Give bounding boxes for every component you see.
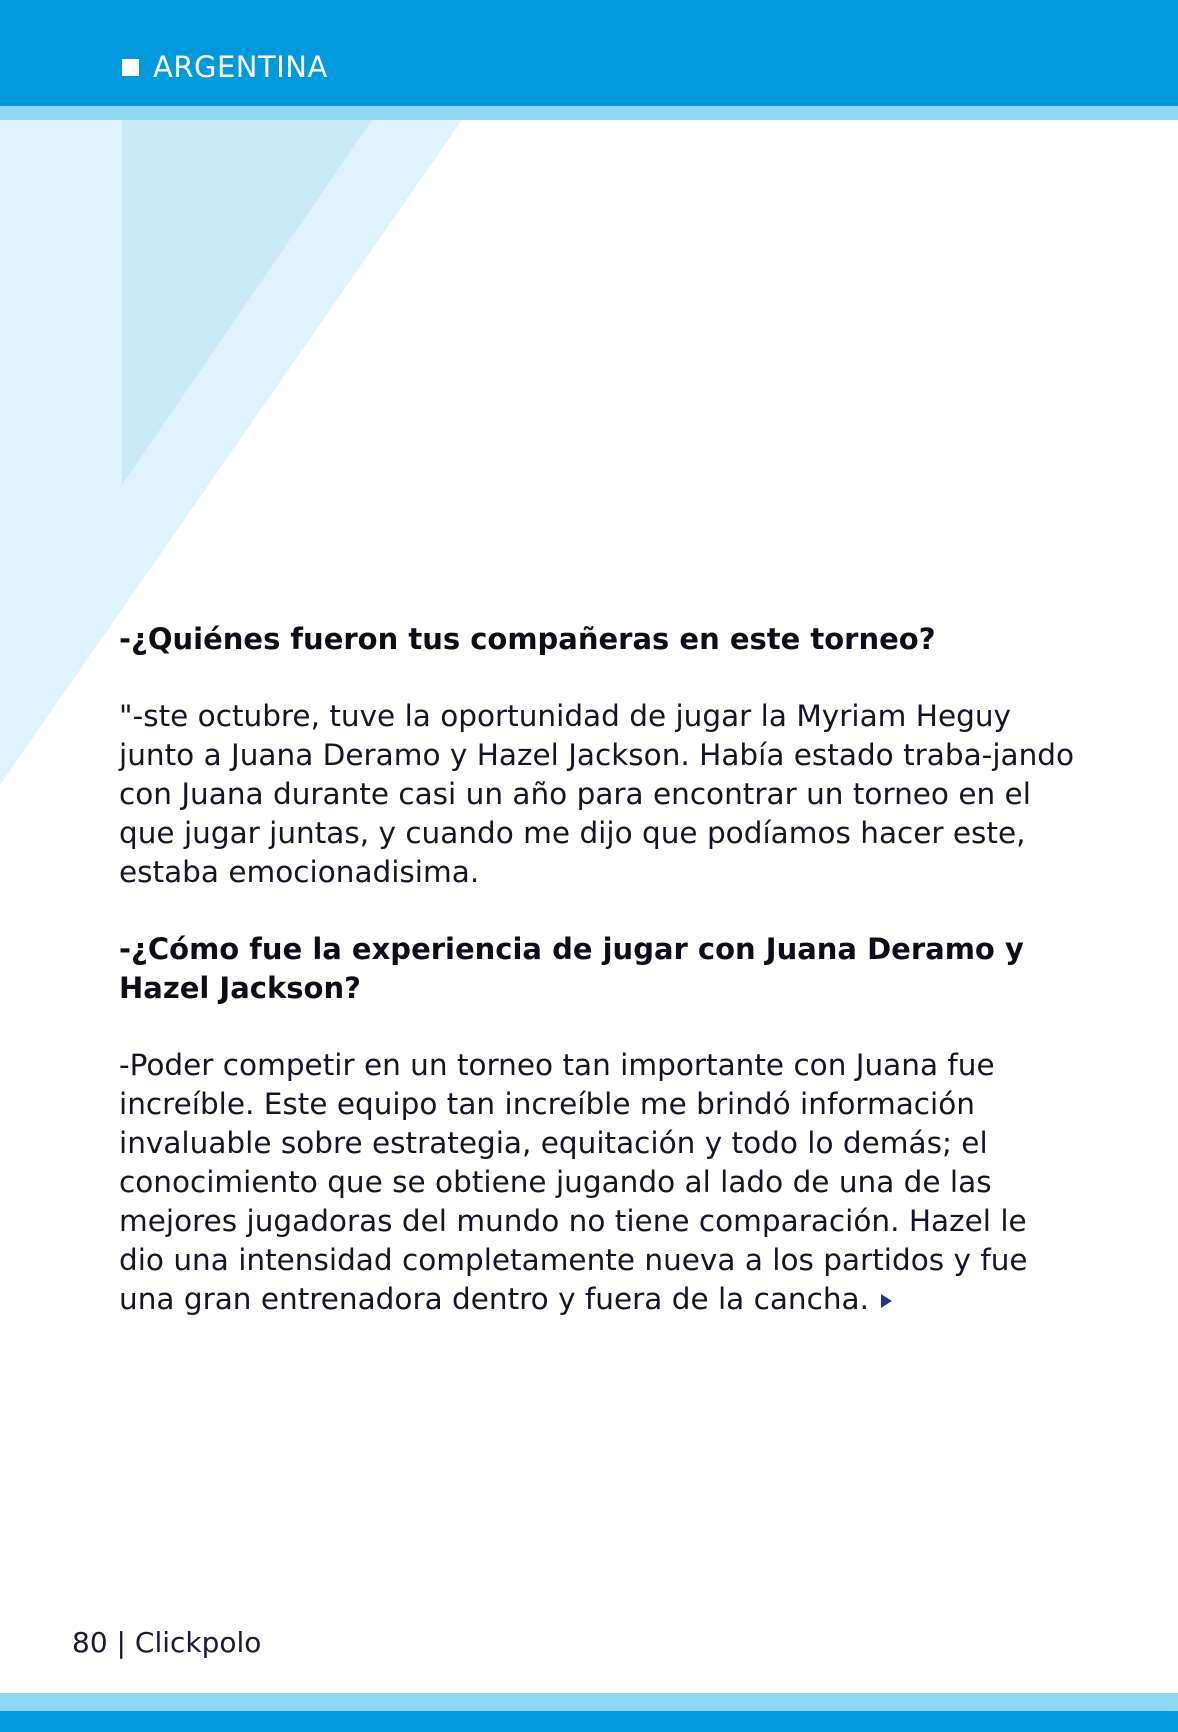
section-label-text: ARGENTINA (153, 50, 328, 84)
page-footer (72, 1626, 261, 1659)
page-number: 80 (72, 1626, 108, 1659)
article-body (119, 620, 1079, 1319)
footer-separator: | (116, 1626, 126, 1659)
answer-2 (119, 1046, 1079, 1319)
footer-stripe (0, 1693, 1178, 1711)
answer-2-text: -Poder competir en un torneo tan importante con Juana fue increíble. Este equipo tan increíble me brindó información invaluable sobre estrategia, equitación y todo lo demás; el conocimiento que se obtiene jugando al lado de una de las mejores jugadoras del mundo no tiene comparación. Hazel le dio una intensidad completamente nueva a los partidos y fue una gran entrenadora dentro y fuera de la cancha. (119, 1048, 1028, 1316)
header-stripe (0, 106, 1178, 120)
end-of-article-arrow-icon (881, 1294, 892, 1308)
publication-name: Clickpolo (134, 1626, 262, 1659)
square-bullet-icon (122, 59, 139, 76)
footer-band (0, 1711, 1178, 1732)
section-label (122, 50, 328, 84)
question-1: -¿Quiénes fueron tus compañeras en este torneo? (119, 622, 936, 656)
question-2: -¿Cómo fue la experiencia de jugar con Juana Deramo y Hazel Jackson? (119, 932, 1024, 1005)
answer-1: "-ste octubre, tuve la oportunidad de jugar la Myriam Heguy junto a Juana Deramo y Hazel Jackson. Había estado traba-jando con Juana durante casi un año para encontrar un torneo en el que jugar juntas, y cuando me dijo que podíamos hacer este, estaba emocionadisima. (119, 699, 1075, 889)
